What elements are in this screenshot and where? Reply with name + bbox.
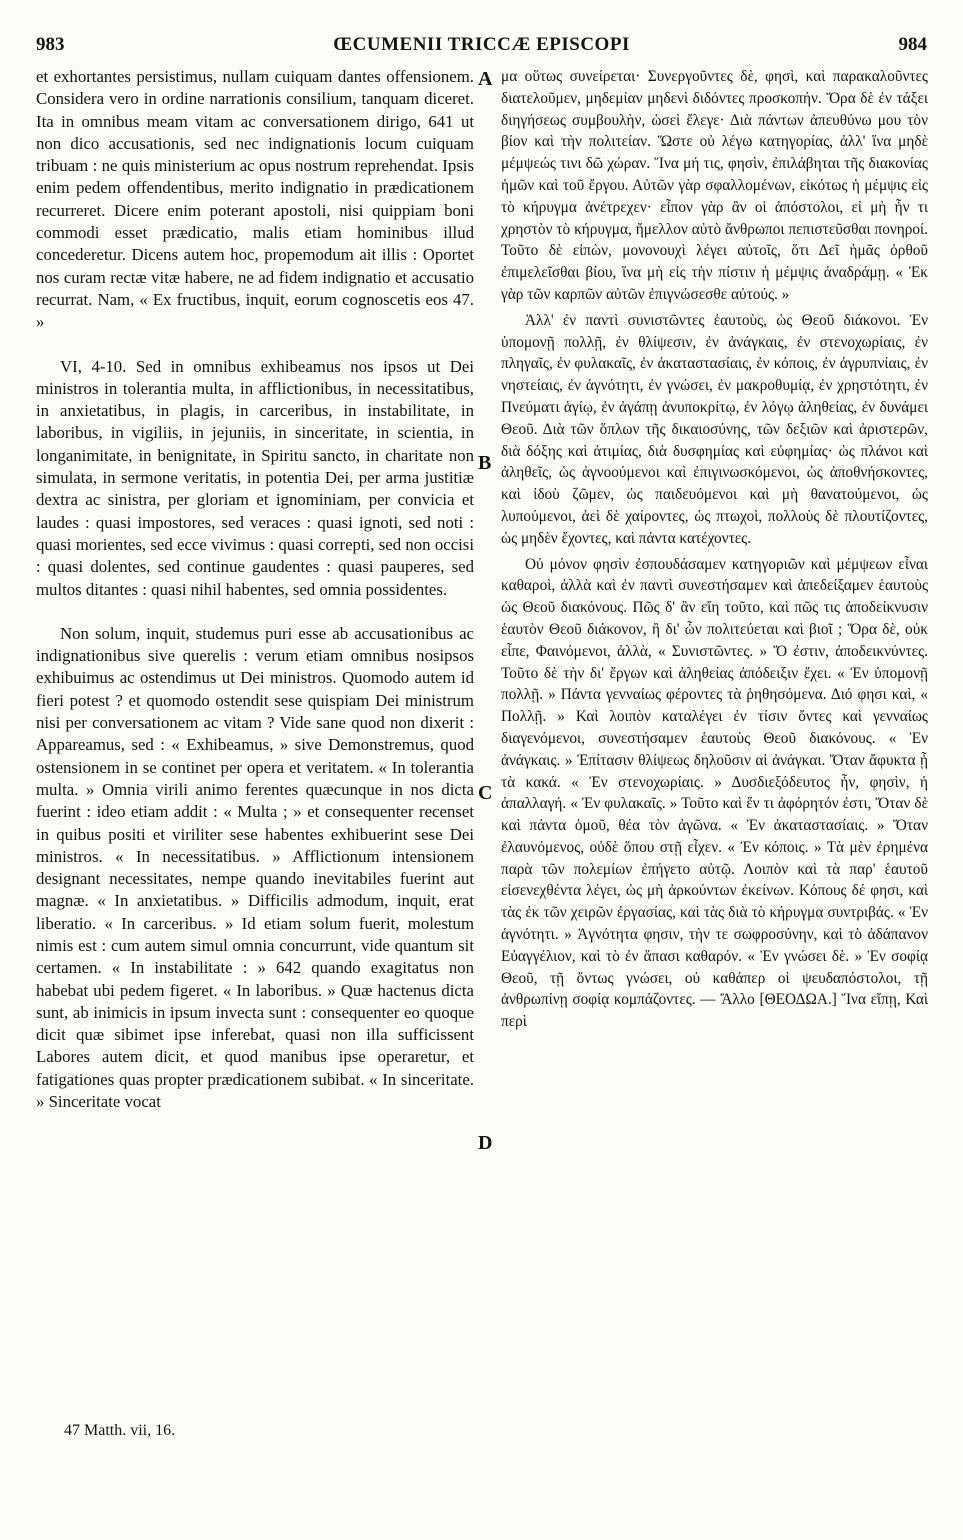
latin-paragraph-2: VI, 4-10. Sed in omnibus exhibeamus nos ipsos ut Dei ministros in tolerantia multa, in afflictionibus, in necessitatibus, in anxietatibus, in plagis, in carceribus, in instabilitate, in laboribus, in vigiliis, in jejuniis, in sinceritate, in scientia, in longanimitate, in benignitate, in Spiritu sancto, in charitate non simulata, in sermone veritatis, in potentia Dei, per arma justitiæ dextra ac sinistra, per gloriam et ignominiam, per convicia et laudes : quasi impostores, sed veraces : quasi ignoti, sed noti : quasi morientes, sed ecce vivimus : quasi correpti, sed non occisi : quasi dolentes, sed continue gaudentes : quasi pauperes, sed multos ditantes : quasi nihil habentes, sed omnia possidentes. [36,356,474,599]
running-header [36,34,927,60]
latin-paragraph-3: Non solum, inquit, studemus puri esse ab accusationibus ac indignationibus sive querelis : verum etiam omnibus nosipsos exhibuimus ac ostendimus ut Dei ministros. Quomodo autem id fieri potest ? et quomodo ostendit sese quispiam Dei ministrum nisi per conversationem ac vitam ? Vide sane quod non dixerit : Appareamus, sed : « Exhibeamus, » sive Demonstremus, quod ostensionem in se continet per opera et veritatem. « In tolerantia multa. » Omnia virili animo ferentes quæcunque in nos dicta fuerint : ideo etiam addit : « Multa ; » et consequenter recenset in quibus positi et viriliter sese habentes exhibuerint sese Dei ministros. « In necessitatibus. » Afflictionum intensionem designant necessitates, nempe quando inevitabiles fuerint aut magnæ. « In anxietatibus. » Difficilis admodum, inquit, erat liberatio. « In carceribus. » Id etiam solum fuerit, molestum nimis est : cum autem simul omnia concurrunt, vide quantum sit certamen. « In instabilitate : » 642 quando exagitatus non habebat ubi pedem figeret. « In laboribus. » Quæ hactenus dicta sunt, ab inimicis in ipsum invecta sunt : consequenter eo quoque dicit quæ sibimet ipse inferebat, quasi non illa sufficissent Labores autem dicit, et quod manibus ipse operaretur, et fatigationes quas propter prædicationem subibat. « In sinceritate. » Sinceritate vocat [36,623,474,1112]
right-page-number: 984 [898,34,927,55]
running-title: ŒCUMENII TRICCÆ EPISCOPI [333,34,630,55]
latin-column [36,66,474,1113]
greek-paragraph-2: Ἀλλ' ἐν παντὶ συνιστῶντες ἑαυτοὺς, ὡς Θεοῦ διάκονοι. Ἐν ὑπομονῇ πολλῇ, ἐν θλίψεσιν, ἐν ἀνάγκαις, ἐν στενοχωρίαις, ἐν πληγαῖς, ἐν φυλακαῖς, ἐν ἀκαταστασίαις, ἐν κόποις, ἐν ἀγρυπνίαις, ἐν νηστείαις, ἐν ἁγνότητι, ἐν γνώσει, ἐν μακροθυμίᾳ, ἐν χρηστότητι, ἐν Πνεύματι ἁγίῳ, ἐν ἀγάπῃ ἀνυποκρίτῳ, ἐν λόγῳ ἀληθείας, ἐν δυνάμει Θεοῦ. Διὰ τῶν ὅπλων τῆς δικαιοσύνης, τῶν δεξιῶν καὶ ἀριστερῶν, διὰ δόξης καὶ ἀτιμίας, διὰ δυσφημίας καὶ εὐφημίας· ὡς πλάνοι καὶ ἀληθεῖς, ὡς ἀγνοούμενοι καὶ ἐπιγινωσκόμενοι, ὡς ἀποθνήσκοντες, καὶ ἰδοὺ ζῶμεν, ὡς παιδευόμενοι καὶ μὴ θανατούμενοι, ὡς λυπούμενοι, ἀεὶ δὲ χαίροντες, ὡς πτωχοὶ, πολλοὺς δὲ πλουτίζοντες, ὡς μηδὲν ἔχοντες, καὶ πάντα κατέχοντες. [501,311,928,547]
greek-column [501,66,928,1033]
greek-paragraph-3: Οὐ μόνον φησὶν ἐσπουδάσαμεν κατηγοριῶν καὶ μέμψεων εἶναι καθαροὶ, ἀλλὰ καὶ ἐν παντὶ συνεστήσαμεν καὶ ἀπεδείξαμεν ἑαυτοὺς ὡς Θεοῦ διακόνους. Πῶς δ' ἂν εἴη τοῦτο, καὶ πῶς τις ἀποδείκνυσιν ἑαυτὸν Θεοῦ διάκονον, ἢ δι' ὧν πολιτεύεται καὶ βιοῖ ; Ὅρα δὲ, οὐκ εἶπε, Φαινόμενοι, ἀλλὰ, « Συνιστῶντες. » Ὅ ἐστιν, ἀποδεικνύντες. Τοῦτο δὲ τὴν δι' ἔργων καὶ ἀληθείας ἀπόδειξιν ἔχει. « Ἐν ὑπομονῇ πολλῇ. » Πάντα γενναίως φέροντες τὰ ῥηθησόμενα. Διό φησι καὶ, « Πολλῇ. » Καὶ λοιπὸν καταλέγει ἐν τίσιν ὄντες καὶ γενναίως διαγενόμενοι, συνεστήσαμεν ἑαυτοὺς Θεοῦ διακόνους. « Ἐν ἀνάγκαις. » Ἐπίτασιν θλίψεως δηλοῦσιν αἱ ἀνάγκαι. Ὅταν ἄφυκτα ᾖ τὰ κακά. « Ἐν στενοχωρίαις. » Δυσδιεξόδευτος ἦν, φησὶν, ἡ ἀπαλλαγή. « Ἐν φυλακαῖς. » Τοῦτο καὶ ἕν τι ἀφόρητόν ἐστι, Ὅταν δὲ καὶ πάντα ὁμοῦ, θέα τὸν ἀγῶνα. « Ἐν ἀκαταστασίαις. » Ὅταν ἐλαυνόμενος, οὐδὲ ὅπου στῇ εἶχεν. « Ἐν κόποις. » Τὰ μὲν ἐρημένα παρὰ τῶν πολεμίων ἐπήγετο αὐτῷ. Λοιπὸν καὶ τὰ παρ' ἑαυτοῦ εἰσενεχθέντα λέγει, ὡς μὴ ἀρκούντων ἐκείνων. Κόπους δέ φησι, καὶ τὰς ἐκ τῶν χειρῶν ἐργασίας, καὶ τὰς διὰ τὸ κήρυγμα συντριβάς. « Ἐν ἁγνότητι. » Ἁγνότητα φησιν, τὴν τε σωφροσύνην, καὶ τὸ ἀδάπανον Εὐαγγέλιον, καὶ τὸ ἐν ἅπασι καθαρόν. « Ἐν γνώσει δὲ. » Ἐν σοφίᾳ Θεοῦ, τῇ ὄντως γνώσει, οὐ καθάπερ οἱ ψευδαπόστολοι, τῇ ἀνθρωπίνῃ σοφίᾳ κομπάζοντες. — Ἄλλο [ΘΕΟΔΩΑ.] Ἵνα εἴπῃ, Καὶ περὶ [501,555,928,1031]
left-page-number: 983 [36,34,65,55]
margin-marker-a: A [478,68,493,90]
margin-marker-c: C [478,782,493,804]
latin-paragraph-1: et exhortantes persistimus, nullam cuiquam dantes offensionem. Considera vero in ordine narrationis consilium, tanquam diceret. Ita in omnibus meam vitam ac conversationem dirigo, 641 ut non dico accusationis, sed nec indignationis locum cuiquam tribuam : ne quis ministerium ac opus nostrum reprehendat. Ipsis enim pedem offendentibus, merito indignatio in prædicationem recurreret. Dicere enim poterant apostoli, nisi quippiam boni commodi esset prædicatio, malis etiam hominibus illud concederetur. Dicens autem hoc, propemodum ait illis : Oportet nos curam rectæ vitæ habere, ne ad fidem indignatio et accusatio recurrat. Nam, « Ex fructibus, inquit, eorum cognoscetis eos 47. » [36,67,474,332]
margin-marker-b: B [478,452,492,474]
footnote: 47 Matth. vii, 16. [64,1422,176,1439]
margin-marker-d: D [478,1132,493,1154]
greek-paragraph-1: μα οὕτως συνείρεται· Συνεργοῦντες δὲ, φησὶ, καὶ παρακαλοῦντες διατελοῦμεν, μηδεμίαν μηδενὶ διδόντες προσκοπήν. Ὅρα δὲ ἐν τάξει διηγήσεως συμβουλὴν, ὡσεὶ ἔλεγε· Διὰ πάντων ἀπευθύνω μου τὸν βίον καὶ τὴν πολιτείαν. Ὥστε οὐ λέγω κατηγορίας, ἀλλ' ἵνα μηδὲ μέμψεώς τινι δῶ χώραν. Ἵνα μή τις, φησὶν, ἐπιλάβηται τῆς διακονίας ἡμῶν καὶ τοῦ ἔργου. Αὐτῶν γὰρ σφαλλομένων, εἰκότως ἡ μέμψις εἰς τὸ κήρυγμα ἀνέτρεχεν· εἶπον γὰρ ἂν οἱ ἀπόστολοι, εἰ μὴ ἦν τι χρηστὸν τὸ κήρυγμα, ἤμελλον αὐτὸ ἄνθρωποι πεπιστεῦσθαι πονηροί. Τοῦτο δὲ εἰπὼν, μονονουχὶ λέγει αὐτοῖς, ὅτι Δεῖ ἡμᾶς ὀρθοῦ ἐπιμελεῖσθαι βίου, ἵνα μὴ εἰς τὴν πίστιν ἡ μέμψις ἀναδράμῃ. « Ἐκ γὰρ τῶν καρπῶν αὐτῶν ἐπιγνώσεσθε αὐτούς. » [501,68,928,303]
